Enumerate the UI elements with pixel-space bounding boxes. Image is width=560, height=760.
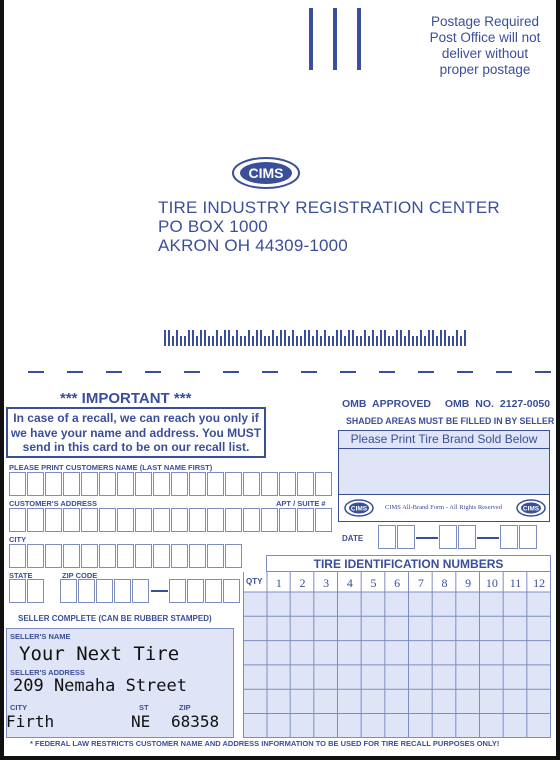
seller-zip-value: 68358 [171, 712, 220, 731]
barcode-bar [196, 336, 198, 346]
barcode-bar [356, 336, 358, 346]
char-cell[interactable] [315, 472, 332, 496]
char-cell[interactable] [189, 472, 206, 496]
barcode-bar [228, 330, 230, 346]
barcode-bar [372, 330, 374, 346]
barcode-bar [260, 330, 262, 346]
tin-column-number: 8 [441, 576, 448, 590]
border-left [0, 0, 4, 760]
barcode-bar [420, 330, 422, 346]
barcode-bar [188, 330, 190, 346]
postage-line: Postage Required [430, 14, 540, 29]
tin-column-number: 4 [346, 576, 353, 590]
char-cell[interactable] [261, 508, 278, 532]
date-year-2[interactable] [519, 525, 537, 549]
char-cell[interactable] [114, 579, 131, 603]
date-day-2[interactable] [458, 525, 476, 549]
char-cell[interactable] [205, 579, 222, 603]
omb-approval [342, 398, 550, 410]
barcode-bar [392, 336, 394, 346]
char-cell[interactable] [187, 579, 204, 603]
barcode-bar [368, 336, 370, 346]
tin-column-number: 1 [275, 576, 282, 590]
char-cell[interactable] [153, 508, 170, 532]
date-separator [477, 537, 499, 539]
char-cell[interactable] [171, 544, 188, 568]
tin-column-number: 2 [299, 576, 306, 590]
barcode-bar [208, 336, 210, 346]
date-label: DATE [342, 534, 364, 543]
tin-column-number: 6 [394, 576, 401, 590]
char-cell[interactable] [153, 472, 170, 496]
char-cell[interactable] [117, 544, 134, 568]
barcode-bar [336, 330, 338, 346]
char-cell[interactable] [132, 579, 149, 603]
seller-name-value: Your Next Tire [19, 643, 180, 665]
barcode-bar [168, 330, 170, 346]
postal-barcode [164, 330, 474, 346]
barcode-bar [428, 330, 430, 346]
customer-address-field[interactable] [9, 508, 333, 532]
barcode-bar [396, 330, 398, 346]
char-cell[interactable] [153, 544, 170, 568]
barcode-bar [400, 330, 402, 346]
barcode-bar [312, 336, 314, 346]
seller-address-label: SELLER'S ADDRESS [10, 668, 85, 677]
barcode-bar [448, 336, 450, 346]
brand-footer-text: CIMS All-Brand Form - All Rights Reserved [385, 504, 502, 511]
postage-line: proper postage [439, 62, 531, 77]
important-notice [6, 407, 266, 458]
tear-dash [262, 371, 278, 373]
barcode-bar [184, 336, 186, 346]
tear-dash [457, 371, 473, 373]
fim-bar [333, 8, 337, 70]
char-cell[interactable] [63, 508, 80, 532]
char-cell[interactable] [27, 472, 44, 496]
tear-line [0, 371, 560, 373]
char-cell[interactable] [63, 472, 80, 496]
barcode-bar [256, 330, 258, 346]
char-cell[interactable] [261, 472, 278, 496]
mini-logo-text: CIMS [350, 505, 368, 513]
barcode-bar [244, 336, 246, 346]
barcode-bar [280, 330, 282, 346]
barcode-bar [440, 330, 442, 346]
barcode-bar [360, 336, 362, 346]
tear-dash [340, 371, 356, 373]
apt-suite-label: APT / SUITE # [276, 499, 326, 508]
cims-logo [230, 155, 302, 191]
barcode-bar [212, 336, 214, 346]
tear-dash [145, 371, 161, 373]
char-cell[interactable] [207, 472, 224, 496]
barcode-bar [332, 336, 334, 346]
logo-text: CIMS [248, 165, 284, 181]
barcode-bar [224, 330, 226, 346]
char-cell[interactable] [99, 544, 116, 568]
barcode-bar [464, 330, 466, 346]
barcode-bar [200, 330, 202, 346]
char-cell[interactable] [99, 508, 116, 532]
char-cell[interactable] [117, 472, 134, 496]
char-cell[interactable] [315, 508, 332, 532]
barcode-bar [284, 330, 286, 346]
barcode-bar [272, 330, 274, 346]
address-line: PO BOX 1000 [158, 217, 268, 236]
fim-bar [357, 8, 361, 70]
tin-column-number: 12 [533, 576, 546, 590]
seller-address-value: 209 Nemaha Street [13, 676, 187, 696]
char-cell[interactable] [9, 544, 26, 568]
char-cell[interactable] [81, 508, 98, 532]
barcode-bar [204, 330, 206, 346]
barcode-bar [192, 330, 194, 346]
tin-column-number: 7 [417, 576, 424, 590]
customer-name-label: PLEASE PRINT CUSTOMERS NAME (LAST NAME FIRST) [9, 463, 213, 472]
tin-grid [243, 572, 551, 738]
date-day-1[interactable] [439, 525, 457, 549]
state-field[interactable] [9, 579, 45, 603]
barcode-bar [328, 336, 330, 346]
char-cell[interactable] [60, 579, 77, 603]
tin-column-number: 11 [509, 576, 522, 590]
customer-address-label: CUSTOMER'S ADDRESS [9, 499, 98, 508]
zip-code-label: ZIP CODE [62, 571, 98, 580]
city-field[interactable] [9, 544, 243, 568]
tear-dash [379, 371, 395, 373]
barcode-bar [424, 336, 426, 346]
barcode-bar [220, 336, 222, 346]
char-cell[interactable] [297, 472, 314, 496]
border-right [556, 0, 560, 760]
char-cell[interactable] [81, 472, 98, 496]
date-month-1[interactable] [378, 525, 396, 549]
date-year-1[interactable] [500, 525, 518, 549]
char-cell[interactable] [279, 472, 296, 496]
char-cell[interactable] [243, 472, 260, 496]
barcode-bar [460, 336, 462, 346]
cims-mini-logo [515, 498, 547, 518]
char-cell[interactable] [45, 508, 62, 532]
char-cell[interactable] [297, 508, 314, 532]
city-label: CITY [9, 535, 27, 544]
seller-stamp-box[interactable] [6, 628, 234, 738]
barcode-bar [180, 336, 182, 346]
char-cell[interactable] [171, 472, 188, 496]
tear-dash [223, 371, 239, 373]
barcode-bar [452, 336, 454, 346]
char-cell[interactable] [135, 544, 152, 568]
barcode-bar [456, 330, 458, 346]
char-cell[interactable] [27, 508, 44, 532]
tear-dash [67, 371, 83, 373]
char-cell[interactable] [243, 508, 260, 532]
char-cell[interactable] [207, 508, 224, 532]
notice-line: send in this card to be on our recall list. [22, 440, 250, 454]
char-cell[interactable] [45, 544, 62, 568]
tear-dash [496, 371, 512, 373]
barcode-bar [292, 330, 294, 346]
barcode-bar [164, 330, 166, 346]
barcode-bar [388, 336, 390, 346]
char-cell[interactable] [9, 508, 26, 532]
barcode-bar [296, 336, 298, 346]
zip-code-field[interactable] [60, 579, 150, 603]
postage-line: deliver without [441, 46, 529, 61]
tear-dash [106, 371, 122, 373]
char-cell[interactable] [117, 508, 134, 532]
char-cell[interactable] [9, 472, 26, 496]
seller-zip-label: ZIP [179, 703, 191, 712]
seller-city-label: CITY [10, 703, 28, 712]
barcode-bar [412, 336, 414, 346]
barcode-bar [432, 330, 434, 346]
char-cell[interactable] [169, 579, 186, 603]
date-month-2[interactable] [397, 525, 415, 549]
char-cell[interactable] [223, 579, 240, 603]
address-line: TIRE INDUSTRY REGISTRATION CENTER [158, 198, 500, 217]
seller-city-value: Firth [6, 712, 55, 731]
char-cell[interactable] [189, 508, 206, 532]
barcode-bar [376, 336, 378, 346]
char-cell[interactable] [207, 544, 224, 568]
mini-logo-text: CIMS [522, 505, 540, 513]
omb-approved: OMB APPROVED [342, 398, 431, 410]
barcode-bar [172, 336, 174, 346]
barcode-bar [240, 336, 242, 346]
zip-plus4-field[interactable] [169, 579, 241, 603]
barcode-bar [380, 330, 382, 346]
zip-dash [151, 590, 168, 592]
char-cell[interactable] [78, 579, 95, 603]
barcode-bar [404, 336, 406, 346]
tin-column-number: 5 [370, 576, 377, 590]
seller-name-label: SELLER'S NAME [10, 632, 71, 641]
barcode-bar [232, 336, 234, 346]
char-cell[interactable] [27, 579, 44, 603]
barcode-bar [236, 330, 238, 346]
customer-name-field[interactable] [9, 472, 333, 496]
barcode-bar [276, 336, 278, 346]
barcode-bar [176, 330, 178, 346]
state-label: STATE [9, 571, 33, 580]
omb-number: OMB NO. 2127-0050 [444, 398, 551, 410]
char-cell[interactable] [279, 508, 296, 532]
barcode-bar [308, 330, 310, 346]
tire-brand-heading: Please Print Tire Brand Sold Below [339, 431, 549, 449]
barcode-bar [352, 330, 354, 346]
barcode-bar [436, 336, 438, 346]
char-cell[interactable] [135, 472, 152, 496]
important-title: *** IMPORTANT *** [60, 390, 192, 407]
tin-title: TIRE IDENTIFICATION NUMBERS [266, 555, 551, 572]
char-cell[interactable] [99, 472, 116, 496]
char-cell[interactable] [225, 472, 242, 496]
barcode-bar [340, 330, 342, 346]
char-cell[interactable] [96, 579, 113, 603]
barcode-bar [320, 336, 322, 346]
char-cell[interactable] [225, 508, 242, 532]
char-cell[interactable] [27, 544, 44, 568]
barcode-bar [304, 330, 306, 346]
border-bottom [0, 756, 560, 760]
tear-dash [535, 371, 551, 373]
barcode-bar [248, 330, 250, 346]
char-cell[interactable] [189, 544, 206, 568]
barcode-bar [444, 330, 446, 346]
char-cell[interactable] [225, 544, 242, 568]
barcode-bar [252, 336, 254, 346]
seller-st-label: ST [139, 703, 149, 712]
barcode-bar [384, 330, 386, 346]
federal-law-footer: * FEDERAL LAW RESTRICTS CUSTOMER NAME AND ADDRESS INFORMATION TO BE USED FOR TIRE RECALL PURPOSES ONLY! [30, 739, 500, 748]
char-cell[interactable] [135, 508, 152, 532]
barcode-bar [216, 330, 218, 346]
barcode-bar [300, 336, 302, 346]
tin-column-number: 10 [485, 576, 498, 590]
tin-column-number: 9 [465, 576, 472, 590]
notice-line: we have your name and address. You MUST [10, 425, 262, 440]
tear-dash [418, 371, 434, 373]
postage-line: Post Office will not [429, 30, 541, 45]
address-line: AKRON OH 44309-1000 [158, 236, 348, 255]
shaded-note: SHADED AREAS MUST BE FILLED IN BY SELLER [346, 416, 555, 426]
qty-label: QTY [246, 577, 263, 586]
cims-mini-logo [343, 498, 375, 518]
char-cell[interactable] [81, 544, 98, 568]
char-cell[interactable] [45, 472, 62, 496]
barcode-bar [408, 330, 410, 346]
barcode-bar [416, 336, 418, 346]
barcode-bar [316, 330, 318, 346]
date-separator [416, 537, 438, 539]
notice-line: In case of a recall, we can reach you only if [13, 411, 259, 425]
mailing-address [158, 198, 500, 255]
tear-dash [301, 371, 317, 373]
tear-dash [184, 371, 200, 373]
brand-footer [339, 494, 549, 521]
tire-brand-box[interactable] [338, 430, 550, 522]
seller-complete-label: SELLER COMPLETE (CAN BE RUBBER STAMPED) [18, 614, 212, 623]
barcode-bar [324, 330, 326, 346]
barcode-bar [264, 336, 266, 346]
barcode-bar [268, 336, 270, 346]
fim-bar [309, 8, 313, 70]
char-cell[interactable] [171, 508, 188, 532]
seller-st-value: NE [131, 712, 151, 731]
barcode-bar [364, 330, 366, 346]
char-cell[interactable] [9, 579, 26, 603]
char-cell[interactable] [63, 544, 80, 568]
postage-notice [420, 14, 550, 78]
tear-dash [28, 371, 44, 373]
barcode-bar [288, 336, 290, 346]
barcode-bar [348, 330, 350, 346]
tin-column-number: 3 [323, 576, 330, 590]
barcode-bar [344, 336, 346, 346]
